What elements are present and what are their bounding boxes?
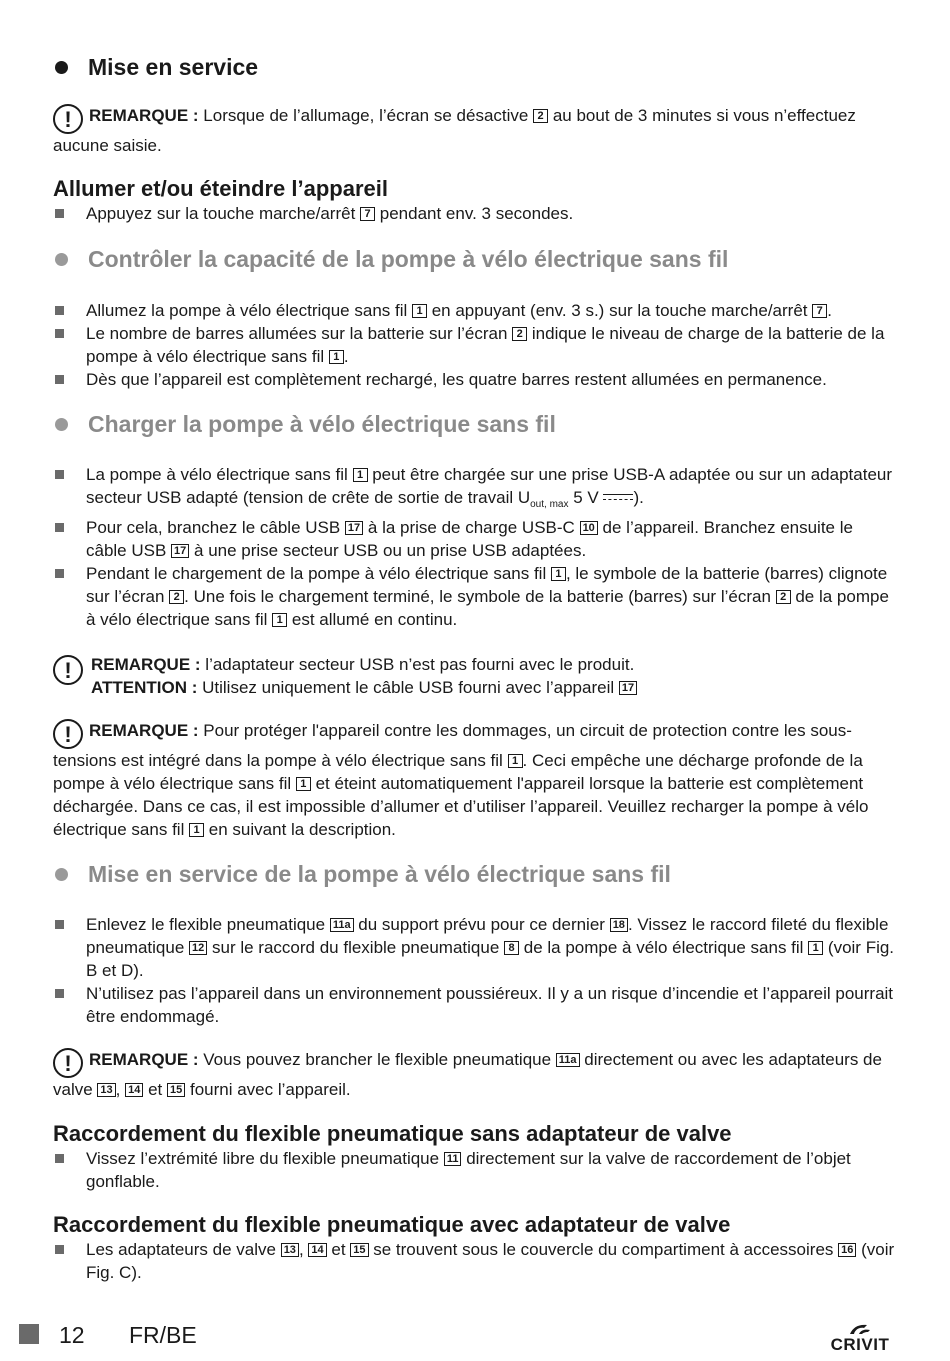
- section-title: Charger la pompe à vélo électrique sans fil: [88, 411, 556, 437]
- item-text: Pour cela, branchez le câble USB: [86, 518, 345, 537]
- item-text: est allumé en continu.: [287, 610, 458, 629]
- part-ref: 14: [125, 1083, 143, 1097]
- section-title: Contrôler la capacité de la pompe à vélo électrique sans fil: [88, 246, 729, 272]
- part-ref: 11a: [330, 918, 354, 932]
- note-text: et éteint automatiquement l'appareil lorsque la batterie est complètement déchargée. Dans ce cas, il est impossible d’allumer et d’utiliser l’appareil. Veuillez recharger la pompe à vélo électrique sans fil: [53, 774, 869, 839]
- item-text: de la pompe à vélo électrique sans fil: [519, 938, 809, 957]
- part-ref: 1: [551, 567, 566, 581]
- list-on-off: [53, 202, 898, 225]
- item-text: Enlevez le flexible pneumatique: [86, 915, 330, 934]
- language-code: FR/BE: [129, 1322, 197, 1348]
- section-heading-charging: [53, 409, 898, 439]
- part-ref: 15: [350, 1243, 368, 1257]
- part-ref: 11a: [556, 1053, 580, 1067]
- note-text: fourni avec l’appareil.: [185, 1080, 351, 1099]
- item-text: à la prise de charge USB-C: [363, 518, 580, 537]
- part-ref: 14: [308, 1243, 326, 1257]
- item-text: . Une fois le chargement terminé, le symbole de la batterie (barres) sur l’écran: [184, 587, 776, 606]
- item-text: en appuyant (env. 3 s.) sur la touche marche/arrêt: [427, 301, 813, 320]
- part-ref: 16: [838, 1243, 856, 1257]
- item-text: Dès que l’appareil est complètement rechargé, les quatre barres restent allumées en permanence.: [86, 370, 827, 389]
- part-ref: 18: [610, 918, 628, 932]
- item-text: indique le niveau de charge de la batterie de la pompe à vélo électrique sans fil: [86, 324, 885, 366]
- list-item: [53, 1147, 898, 1193]
- part-ref: 1: [412, 304, 427, 318]
- part-ref: 17: [345, 521, 363, 535]
- part-ref: 15: [167, 1083, 185, 1097]
- item-text: (voir Fig. B et D).: [86, 938, 895, 980]
- page-footer: [19, 1322, 919, 1352]
- exclamation-icon: !: [53, 1048, 83, 1078]
- part-ref: 7: [360, 207, 375, 221]
- note-text: et: [143, 1080, 167, 1099]
- part-ref: 13: [97, 1083, 115, 1097]
- note-label: REMARQUE :: [91, 655, 201, 674]
- item-text: Allumez la pompe à vélo électrique sans fil: [86, 301, 412, 320]
- note-text: Pour protéger l'appareil contre les dommages, un circuit de protection contre les sous-tensions est intégré dans la pompe à vélo électrique sans fil: [53, 721, 852, 770]
- bullet-dot-icon: [55, 61, 68, 74]
- list-item: [53, 913, 898, 982]
- exclamation-icon: !: [53, 104, 83, 134]
- list-item: [53, 463, 898, 516]
- note-body: [89, 653, 637, 699]
- item-text: ,: [298, 1240, 309, 1259]
- part-ref: 10: [580, 521, 598, 535]
- list-with-adapter: [53, 1238, 898, 1284]
- bullet-dot-icon: [55, 868, 68, 881]
- item-text: directement sur la valve de raccordement de l’objet gonflable.: [86, 1149, 851, 1191]
- item-text: Les adaptateurs de valve: [86, 1240, 281, 1259]
- note-line: [91, 676, 637, 699]
- part-ref: 1: [353, 468, 368, 482]
- note-display-timeout: [53, 104, 898, 157]
- attention-label: ATTENTION :: [91, 678, 198, 697]
- item-text: Appuyez sur la touche marche/arrêt: [86, 204, 361, 223]
- item-text: .: [343, 347, 349, 366]
- item-text: à une prise secteur USB ou un prise USB adaptées.: [189, 541, 587, 560]
- note-label: REMARQUE :: [89, 1050, 199, 1069]
- part-ref: 11: [444, 1152, 462, 1166]
- bullet-dot-icon: [55, 253, 68, 266]
- section-title: Mise en service: [88, 54, 259, 80]
- item-text: ).: [633, 488, 644, 507]
- bullet-dot-icon: [55, 418, 68, 431]
- note-text: ,: [115, 1080, 126, 1099]
- item-text: sur le raccord du flexible pneumatique: [207, 938, 505, 957]
- brand-wordmark: CRIVIT: [830, 1335, 890, 1354]
- part-ref: 13: [281, 1243, 299, 1257]
- item-text: de l’appareil. Branchez ensuite le câble USB: [86, 518, 853, 560]
- note-label: REMARQUE :: [89, 106, 199, 125]
- part-ref: 1: [508, 754, 523, 768]
- part-ref: 7: [812, 304, 827, 318]
- list-item: [53, 299, 898, 322]
- note-line: [91, 653, 637, 676]
- item-text: N’utilisez pas l’appareil dans un environnement poussiéreux. Il y a un risque d’incendie et l’appareil pourrait être endommagé.: [86, 984, 894, 1026]
- list-item: [53, 322, 898, 368]
- list-item: [53, 562, 898, 631]
- footer-square-icon: [19, 1324, 39, 1344]
- note-text: Vous pouvez brancher le flexible pneumatique: [198, 1050, 556, 1069]
- list-item: [53, 1238, 898, 1284]
- subscript: out, max: [530, 499, 569, 510]
- note-text: . Ceci empêche une décharge profonde de la pompe à vélo électrique sans fil: [53, 751, 863, 793]
- logo-swoosh-graphic: [847, 1322, 873, 1336]
- part-ref: 12: [189, 941, 207, 955]
- note-undervoltage: [53, 719, 898, 841]
- item-text: 5 V: [568, 488, 604, 507]
- section-heading-mise-en-service: [53, 52, 898, 82]
- item-text: pendant env. 3 secondes.: [375, 204, 574, 223]
- note-label: REMARQUE :: [89, 721, 199, 740]
- brand-logo: [825, 1322, 895, 1356]
- item-text: de la pompe à vélo électrique sans fil: [86, 587, 889, 629]
- item-text: et: [326, 1240, 351, 1259]
- item-text: du support prévu pour ce dernier: [353, 915, 610, 934]
- list-item: [53, 516, 898, 562]
- list-without-adapter: [53, 1147, 898, 1193]
- page-content: [53, 46, 898, 1284]
- item-text: , le symbole de la batterie (barres) clignote sur l’écran: [86, 564, 888, 606]
- dc-voltage-icon: [603, 492, 633, 502]
- exclamation-icon: !: [53, 719, 83, 749]
- list-charging: [53, 463, 898, 631]
- list-item: [53, 368, 898, 391]
- item-text: (voir Fig. C).: [86, 1240, 895, 1282]
- note-valve-adapters: [53, 1048, 898, 1101]
- page-number: 12: [59, 1322, 85, 1348]
- part-ref: 17: [619, 681, 637, 695]
- section-title: Mise en service de la pompe à vélo électrique sans fil: [88, 861, 671, 887]
- note-text: directement ou avec les adaptateurs de valve: [53, 1050, 882, 1099]
- list-item: [53, 982, 898, 1028]
- part-ref: 2: [533, 109, 548, 123]
- list-capacity: [53, 299, 898, 391]
- logo-swoosh-icon: [825, 1322, 895, 1336]
- part-ref: 1: [189, 823, 204, 837]
- part-ref: 2: [512, 327, 527, 341]
- subheading-with-adapter: Raccordement du flexible pneumatique avec adaptateur de valve: [53, 1212, 731, 1237]
- part-ref: 2: [169, 590, 184, 604]
- note-text: au bout de 3 minutes si vous n’effectuez aucune saisie.: [53, 106, 856, 155]
- note-text: l’adaptateur secteur USB n’est pas fourni avec le produit.: [200, 655, 635, 674]
- exclamation-icon: !: [53, 655, 83, 685]
- subheading-on-off: Allumer et/ou éteindre l’appareil: [53, 176, 388, 201]
- part-ref: 1: [329, 350, 344, 364]
- list-pump-start: [53, 913, 898, 1028]
- part-ref: 2: [776, 590, 791, 604]
- item-text: peut être chargée sur une prise USB-A adaptée ou sur un adaptateur secteur USB adapté (tension de crête de sortie de travail U: [86, 465, 893, 507]
- part-ref: 1: [296, 777, 311, 791]
- note-text: Utilisez uniquement le câble USB fourni avec l’appareil: [197, 678, 619, 697]
- section-heading-capacity: [53, 244, 898, 274]
- item-text: Le nombre de barres allumées sur la batterie sur l’écran: [86, 324, 513, 343]
- section-heading-pump-start: [53, 859, 898, 889]
- note-text: en suivant la description.: [204, 820, 396, 839]
- part-ref: 8: [504, 941, 519, 955]
- item-text: se trouvent sous le couvercle du compartiment à accessoires: [368, 1240, 839, 1259]
- note-text: Lorsque de l’allumage, l’écran se désactive: [198, 106, 534, 125]
- part-ref: 1: [808, 941, 823, 955]
- list-item: [53, 202, 898, 225]
- note-usb-adapter: [53, 653, 898, 699]
- part-ref: 1: [272, 613, 287, 627]
- subheading-without-adapter: Raccordement du flexible pneumatique sans adaptateur de valve: [53, 1121, 732, 1146]
- item-text: . Vissez le raccord fileté du flexible pneumatique: [86, 915, 889, 957]
- item-text: Pendant le chargement de la pompe à vélo électrique sans fil: [86, 564, 551, 583]
- item-text: Vissez l’extrémité libre du flexible pneumatique: [86, 1149, 444, 1168]
- item-text: .: [827, 301, 832, 320]
- item-text: La pompe à vélo électrique sans fil: [86, 465, 353, 484]
- part-ref: 17: [171, 544, 189, 558]
